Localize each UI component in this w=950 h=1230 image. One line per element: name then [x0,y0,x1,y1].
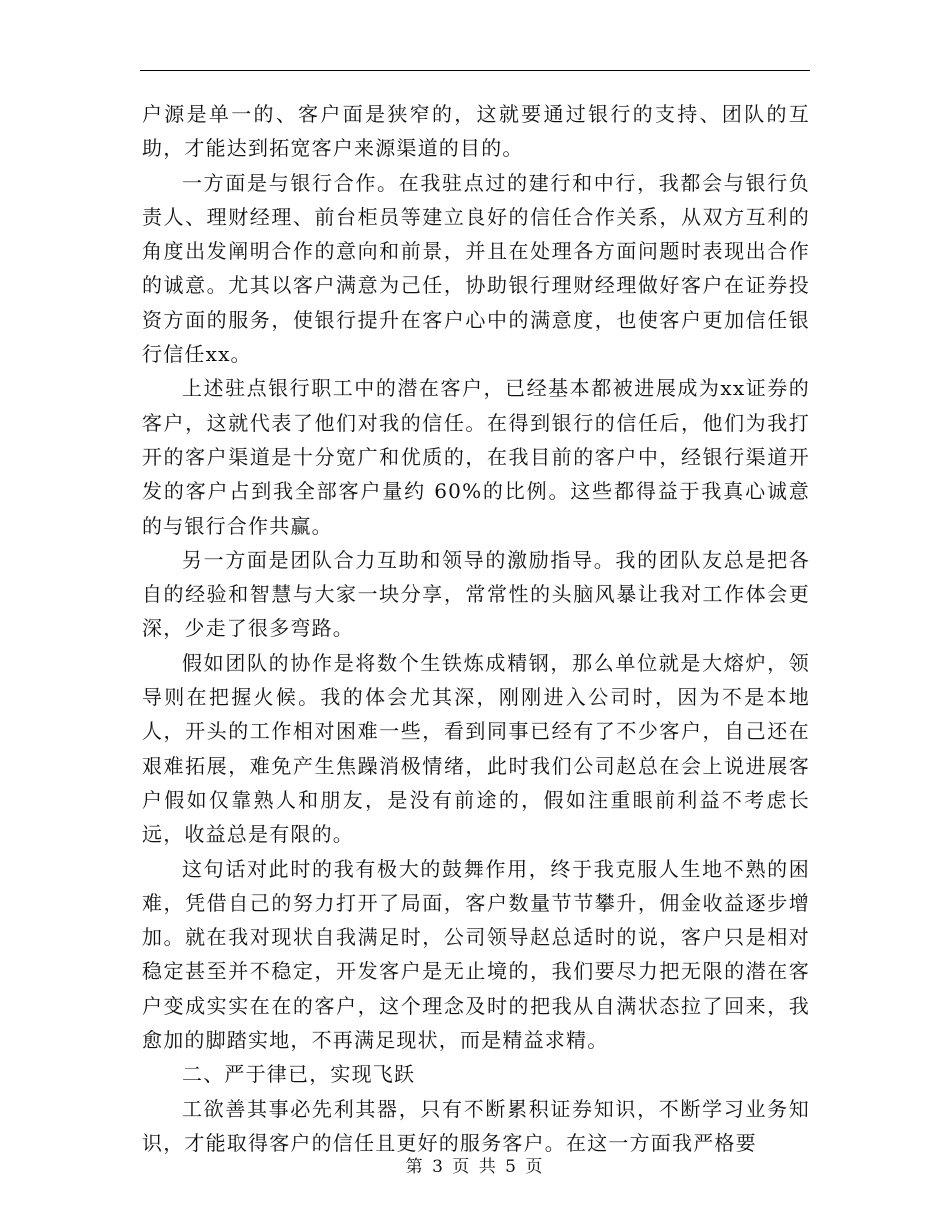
paragraph: 上述驻点银行职工中的潜在客户，已经基本都被进展成为xx证券的客户，这就代表了他们对我的信任。在得到银行的信任后，他们为我打开的客户渠道是十分宽广和优质的，在我目前的客户中，经银行渠道开发的客户占到我全部客户量约 60%的比例。这些都得益于我真心诚意的与银行合作共赢。 [142,376,810,538]
paragraph: 假如团队的协作是将数个生铁炼成精钢，那么单位就是大熔炉，领导则在把握火候。我的体会尤其深，刚刚进入公司时，因为不是本地人，开头的工作相对困难一些，看到同事已经有了不少客户，自己还在艰难拓展，难免产生焦躁消极情绪，此时我们公司赵总在会上说进展客户假如仅靠熟人和朋友，是没有前途的，假如注重眼前利益不考虑长远，收益总是有限的。 [142,650,810,847]
paragraph: 工欲善其事必先利其器，只有不断累积证券知识，不断学习业务知识，才能取得客户的信任且更好的服务客户。在这一方面我严格要 [142,1096,810,1155]
section-heading: 二、严于律已，实现飞跃 [182,1062,416,1087]
page-footer [0,1152,950,1177]
paragraph: 一方面是与银行合作。在我驻点过的建行和中行，我都会与银行负责人、理财经理、前台柜员等建立良好的信任合作关系，从双方互利的角度出发阐明合作的意向和前景，并且在处理各方面问题时表现出合作的诚意。尤其以客户满意为己任，协助银行理财经理做好客户在证券投资方面的服务，使银行提升在客户心中的满意度，也使客户更加信任银行信任xx。 [142,170,810,367]
paragraph: 这句话对此时的我有极大的鼓舞作用，终于我克服人生地不熟的困难，凭借自己的努力打开了局面，客户数量节节攀升，佣金收益逐步增加。就在我对现状自我满足时，公司领导赵总适时的说，客户只是相对稳定甚至并不稳定，开发客户是无止境的，我们要尽力把无限的潜在客户变成实实在在的客户，这个理念及时的把我从自满状态拉了回来，我愈加的脚踏实地，不再满足现状，而是精益求精。 [142,856,810,1053]
document-body [142,97,810,1160]
paragraph: 户源是单一的、客户面是狭窄的，这就要通过银行的支持、团队的互助，才能达到拓宽客户来源渠道的目的。 [142,102,810,161]
paragraph: 另一方面是团队合力互助和领导的激励指导。我的团队友总是把各自的经验和智慧与大家一块分享，常常性的头脑风暴让我对工作体会更深，少走了很多弯路。 [142,547,810,641]
header-rule [140,70,810,71]
page-number: 第 3 页 共 5 页 [405,1157,545,1177]
